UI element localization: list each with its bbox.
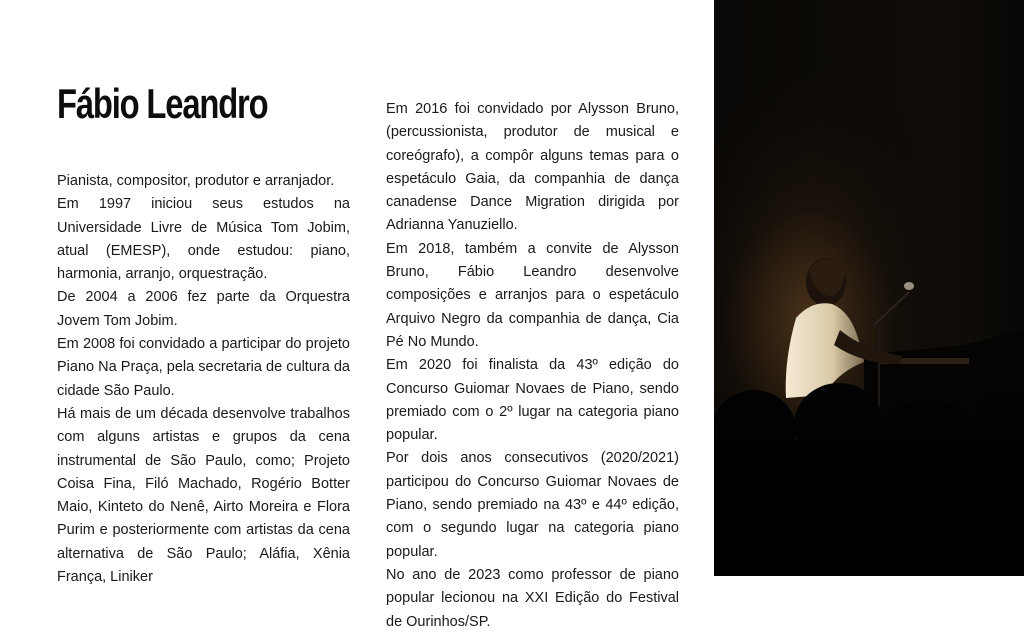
bio-left-column xyxy=(57,170,350,589)
bio-paragraph: Pianista, compositor, produtor e arranjador. xyxy=(57,173,335,189)
bio-paragraph: No ano de 2023 como professor de piano popular lecionou na XXI Edição do Festival de Ourinhos/SP. xyxy=(386,566,679,630)
pianist-photo xyxy=(714,0,1024,576)
bio-paragraph: De 2004 a 2006 fez parte da Orquestra Jovem Tom Jobim. xyxy=(57,289,350,329)
page-title: Fábio Leandro xyxy=(57,80,268,127)
bio-paragraph: Há mais de um década desenvolve trabalhos com alguns artistas e grupos da cena instrumental de São Paulo, como; Projeto Coisa Fina, Filó Machado, Rogério Botter Maio, Kinteto do Nenê, Airto Moreira e Flora Purim e posteriormente com artistas da cena alternativa de São Paulo; Aláfia, Xênia França, Liniker xyxy=(57,405,350,586)
bio-right-column xyxy=(386,98,679,634)
bio-paragraph: Em 2016 foi convidado por Alysson Bruno, (percussionista, produtor de musical e coreógrafo), a compôr alguns temas para o espetáculo Gaia, da companhia de dança canadense Dance Migration dirigida por Adrianna Yanuziello. xyxy=(386,101,679,234)
bio-paragraph: Por dois anos consecutivos (2020/2021) participou do Concurso Guiomar Novaes de Piano, sendo premiado na 43º e 44º edição, com o segundo lugar na categoria piano popular. xyxy=(386,450,679,560)
bio-paragraph: Em 2020 foi finalista da 43º edição do Concurso Guiomar Novaes de Piano, sendo premiado com o 2º lugar na categoria piano popular. xyxy=(386,357,679,444)
bio-paragraph: Em 2018, também a convite de Alysson Bruno, Fábio Leandro desenvolve composições e arranjos para o espetáculo Arquivo Negro da companhia de dança, Cia Pé No Mundo. xyxy=(386,240,679,350)
bio-paragraph: Em 2008 foi convidado a participar do projeto Piano Na Praça, pela secretaria de cultura da cidade São Paulo. xyxy=(57,336,350,399)
bio-paragraph: Em 1997 iniciou seus estudos na Universidade Livre de Música Tom Jobim, atual (EMESP), onde estudou: piano, harmonia, arranjo, orquestração. xyxy=(57,196,350,283)
pianist-photo-illustration xyxy=(714,0,1024,576)
